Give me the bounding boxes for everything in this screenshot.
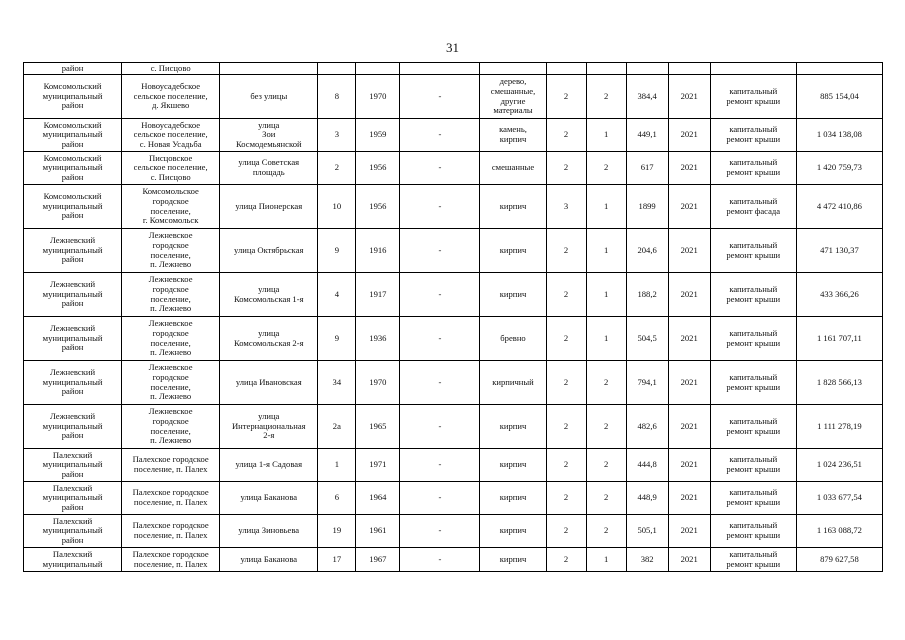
cell-settlement: Новоусадебское сельское поселение, с. Новая Усадьба [122, 119, 220, 152]
cell-work-year: 2021 [668, 75, 710, 119]
cell-year-built: 1967 [356, 548, 400, 572]
cell-work-type: капитальный ремонт крыши [710, 119, 796, 152]
cell-work-year: 2021 [668, 152, 710, 185]
cell-district: Палехский муниципальный район [24, 482, 122, 515]
cell-settlement: Лежневское городское поселение, п. Лежнево [122, 273, 220, 317]
cell-cost: 471 130,37 [796, 229, 882, 273]
cell-area: 448,9 [626, 482, 668, 515]
cell-house: 6 [318, 482, 356, 515]
table-row [24, 482, 883, 515]
cell-work-type: капитальный ремонт крыши [710, 75, 796, 119]
cell-floors: 2 [546, 229, 586, 273]
cell-material: смешанные [480, 152, 546, 185]
cell-house: 2а [318, 405, 356, 449]
cell-entrances: 1 [586, 229, 626, 273]
cell-work-year: 2021 [668, 515, 710, 548]
cell-entrances: 2 [586, 405, 626, 449]
cell-cost: 1 161 707,11 [796, 317, 882, 361]
cell-material: кирпич [480, 482, 546, 515]
table-row [24, 449, 883, 482]
cell-settlement: Лежневское городское поселение, п. Лежнево [122, 361, 220, 405]
cell-work-type: капитальный ремонт крыши [710, 515, 796, 548]
table-row [24, 185, 883, 229]
cell-year-built: 1936 [356, 317, 400, 361]
cell-cost: 1 024 236,51 [796, 449, 882, 482]
cell-work-year: 2021 [668, 185, 710, 229]
cell-floors: 2 [546, 317, 586, 361]
cell-work-type: капитальный ремонт крыши [710, 317, 796, 361]
cell-cost: 1 111 278,19 [796, 405, 882, 449]
cell-street: улица Пионерская [220, 185, 318, 229]
cell-area: 794,1 [626, 361, 668, 405]
cell-cost: 1 163 088,72 [796, 515, 882, 548]
cell-work-year: 2021 [668, 361, 710, 405]
cell-dash: - [400, 119, 480, 152]
cell-dash: - [400, 75, 480, 119]
cell-district: Лежневский муниципальный район [24, 405, 122, 449]
cell-5 [400, 63, 480, 75]
cell-entrances: 2 [586, 75, 626, 119]
cell-cost: 433 366,26 [796, 273, 882, 317]
cell-street: улица Октябрьская [220, 229, 318, 273]
cell-year-built: 1959 [356, 119, 400, 152]
cell-material: бревно [480, 317, 546, 361]
cell-year-built: 1970 [356, 361, 400, 405]
cell-cost: 1 034 138,08 [796, 119, 882, 152]
cell-dash: - [400, 515, 480, 548]
cell-work-type: капитальный ремонт крыши [710, 449, 796, 482]
cell-work-year: 2021 [668, 405, 710, 449]
cell-year-built: 1917 [356, 273, 400, 317]
cell-district: Лежневский муниципальный район [24, 229, 122, 273]
cell-area: 505,1 [626, 515, 668, 548]
table-row [24, 317, 883, 361]
cell-work-year: 2021 [668, 317, 710, 361]
cell-material: кирпич [480, 185, 546, 229]
cell-work-type: капитальный ремонт крыши [710, 361, 796, 405]
cell-material: кирпичный [480, 361, 546, 405]
cell-house: 17 [318, 548, 356, 572]
cell-material: дерево, смешанные, другие материалы [480, 75, 546, 119]
cell-district: Лежневский муниципальный район [24, 273, 122, 317]
cell-floors: 3 [546, 185, 586, 229]
cell-material: кирпич [480, 548, 546, 572]
cell-11 [710, 63, 796, 75]
cell-area: 1899 [626, 185, 668, 229]
table-row [24, 152, 883, 185]
cell-3 [318, 63, 356, 75]
housing-repair-table [23, 62, 883, 572]
cell-house: 3 [318, 119, 356, 152]
cell-year-built: 1916 [356, 229, 400, 273]
cell-work-type: капитальный ремонт крыши [710, 152, 796, 185]
cell-material: кирпич [480, 449, 546, 482]
cell-work-year: 2021 [668, 482, 710, 515]
cell-dash: - [400, 405, 480, 449]
table-row [24, 119, 883, 152]
cell-entrances: 2 [586, 449, 626, 482]
cell-entrances: 1 [586, 119, 626, 152]
cell-10 [668, 63, 710, 75]
cell-settlement: Лежневское городское поселение, п. Лежнево [122, 229, 220, 273]
cell-street: улица Советская площадь [220, 152, 318, 185]
cell-year-built: 1965 [356, 405, 400, 449]
cell-street: улица Баканова [220, 548, 318, 572]
cell-area: 382 [626, 548, 668, 572]
cell-work-type: капитальный ремонт крыши [710, 548, 796, 572]
cell-year-built: 1956 [356, 152, 400, 185]
cell-2 [220, 63, 318, 75]
table-row [24, 75, 883, 119]
cell-cost: 1 828 566,13 [796, 361, 882, 405]
cell-district: Комсомольский муниципальный район [24, 185, 122, 229]
cell-street: улица Ивановская [220, 361, 318, 405]
cell-work-year: 2021 [668, 548, 710, 572]
cell-district: Комсомольский муниципальный район [24, 152, 122, 185]
cell-work-type: капитальный ремонт крыши [710, 482, 796, 515]
cell-1: с. Писцово [122, 63, 220, 75]
cell-entrances: 1 [586, 185, 626, 229]
cell-material: кирпич [480, 273, 546, 317]
cell-entrances: 2 [586, 361, 626, 405]
cell-material: кирпич [480, 515, 546, 548]
cell-dash: - [400, 361, 480, 405]
cell-floors: 2 [546, 75, 586, 119]
cell-floors: 2 [546, 449, 586, 482]
cell-street: без улицы [220, 75, 318, 119]
cell-dash: - [400, 229, 480, 273]
cell-12 [796, 63, 882, 75]
cell-work-year: 2021 [668, 229, 710, 273]
cell-area: 384,4 [626, 75, 668, 119]
cell-entrances: 2 [586, 482, 626, 515]
cell-cost: 1 033 677,54 [796, 482, 882, 515]
cell-street: улица Зои Космодемьянской [220, 119, 318, 152]
cell-house: 9 [318, 229, 356, 273]
cell-floors: 2 [546, 361, 586, 405]
cell-work-type: капитальный ремонт крыши [710, 229, 796, 273]
cell-street: улица Комсомольская 2-я [220, 317, 318, 361]
cell-settlement: Новоусадебское сельское поселение, д. Якшево [122, 75, 220, 119]
cell-4 [356, 63, 400, 75]
cell-material: кирпич [480, 229, 546, 273]
cell-year-built: 1964 [356, 482, 400, 515]
table-row [24, 405, 883, 449]
cell-house: 19 [318, 515, 356, 548]
cell-7 [546, 63, 586, 75]
cell-area: 482,6 [626, 405, 668, 449]
cell-floors: 2 [546, 152, 586, 185]
cell-entrances: 1 [586, 317, 626, 361]
cell-area: 504,5 [626, 317, 668, 361]
cell-settlement: Лежневское городское поселение, п. Лежнево [122, 317, 220, 361]
cell-house: 2 [318, 152, 356, 185]
cell-district: Палехский муниципальный [24, 548, 122, 572]
cell-year-built: 1971 [356, 449, 400, 482]
cell-dash: - [400, 317, 480, 361]
table-row [24, 273, 883, 317]
table-row-continuation [24, 63, 883, 75]
cell-district: Лежневский муниципальный район [24, 361, 122, 405]
cell-area: 444,8 [626, 449, 668, 482]
cell-dash: - [400, 449, 480, 482]
cell-dash: - [400, 548, 480, 572]
cell-year-built: 1961 [356, 515, 400, 548]
cell-area: 188,2 [626, 273, 668, 317]
cell-street: улица 1-я Садовая [220, 449, 318, 482]
table-row [24, 548, 883, 572]
page-number: 31 [446, 40, 459, 55]
cell-work-type: капитальный ремонт крыши [710, 273, 796, 317]
cell-street: улица Баканова [220, 482, 318, 515]
cell-dash: - [400, 185, 480, 229]
cell-settlement: Палехское городское поселение, п. Палех [122, 482, 220, 515]
cell-dash: - [400, 273, 480, 317]
cell-floors: 2 [546, 119, 586, 152]
cell-dash: - [400, 482, 480, 515]
table-row [24, 515, 883, 548]
cell-work-year: 2021 [668, 119, 710, 152]
cell-work-year: 2021 [668, 273, 710, 317]
cell-floors: 2 [546, 405, 586, 449]
cell-street: улица Комсомольская 1-я [220, 273, 318, 317]
cell-house: 10 [318, 185, 356, 229]
cell-entrances: 2 [586, 152, 626, 185]
cell-floors: 2 [546, 273, 586, 317]
cell-house: 1 [318, 449, 356, 482]
cell-house: 34 [318, 361, 356, 405]
cell-cost: 1 420 759,73 [796, 152, 882, 185]
cell-6 [480, 63, 546, 75]
cell-material: кирпич [480, 405, 546, 449]
cell-area: 449,1 [626, 119, 668, 152]
cell-cost: 879 627,58 [796, 548, 882, 572]
cell-district: Палехский муниципальный район [24, 449, 122, 482]
cell-house: 8 [318, 75, 356, 119]
cell-settlement: Палехское городское поселение, п. Палех [122, 548, 220, 572]
cell-year-built: 1956 [356, 185, 400, 229]
cell-8 [586, 63, 626, 75]
cell-settlement: Лежневское городское поселение, п. Лежнево [122, 405, 220, 449]
cell-district: Палехский муниципальный район [24, 515, 122, 548]
cell-work-type: капитальный ремонт фасада [710, 185, 796, 229]
cell-floors: 2 [546, 548, 586, 572]
cell-entrances: 1 [586, 273, 626, 317]
cell-dash: - [400, 152, 480, 185]
cell-street: улица Зиновьева [220, 515, 318, 548]
cell-area: 204,6 [626, 229, 668, 273]
cell-work-year: 2021 [668, 449, 710, 482]
cell-9 [626, 63, 668, 75]
cell-street: улица Интернациональная 2-я [220, 405, 318, 449]
cell-entrances: 1 [586, 548, 626, 572]
cell-district: Лежневский муниципальный район [24, 317, 122, 361]
cell-settlement: Палехское городское поселение, п. Палех [122, 515, 220, 548]
cell-0: район [24, 63, 122, 75]
cell-cost: 885 154,04 [796, 75, 882, 119]
cell-settlement: Палехское городское поселение, п. Палех [122, 449, 220, 482]
cell-cost: 4 472 410,86 [796, 185, 882, 229]
cell-settlement: Писцовское сельское поселение, с. Писцово [122, 152, 220, 185]
cell-floors: 2 [546, 515, 586, 548]
cell-house: 9 [318, 317, 356, 361]
cell-work-type: капитальный ремонт крыши [710, 405, 796, 449]
cell-district: Комсомольский муниципальный район [24, 75, 122, 119]
cell-year-built: 1970 [356, 75, 400, 119]
cell-area: 617 [626, 152, 668, 185]
table-row [24, 229, 883, 273]
table-row [24, 361, 883, 405]
cell-entrances: 2 [586, 515, 626, 548]
cell-settlement: Комсомольское городское поселение, г. Комсомольск [122, 185, 220, 229]
cell-house: 4 [318, 273, 356, 317]
cell-floors: 2 [546, 482, 586, 515]
cell-district: Комсомольский муниципальный район [24, 119, 122, 152]
cell-material: камень, кирпич [480, 119, 546, 152]
